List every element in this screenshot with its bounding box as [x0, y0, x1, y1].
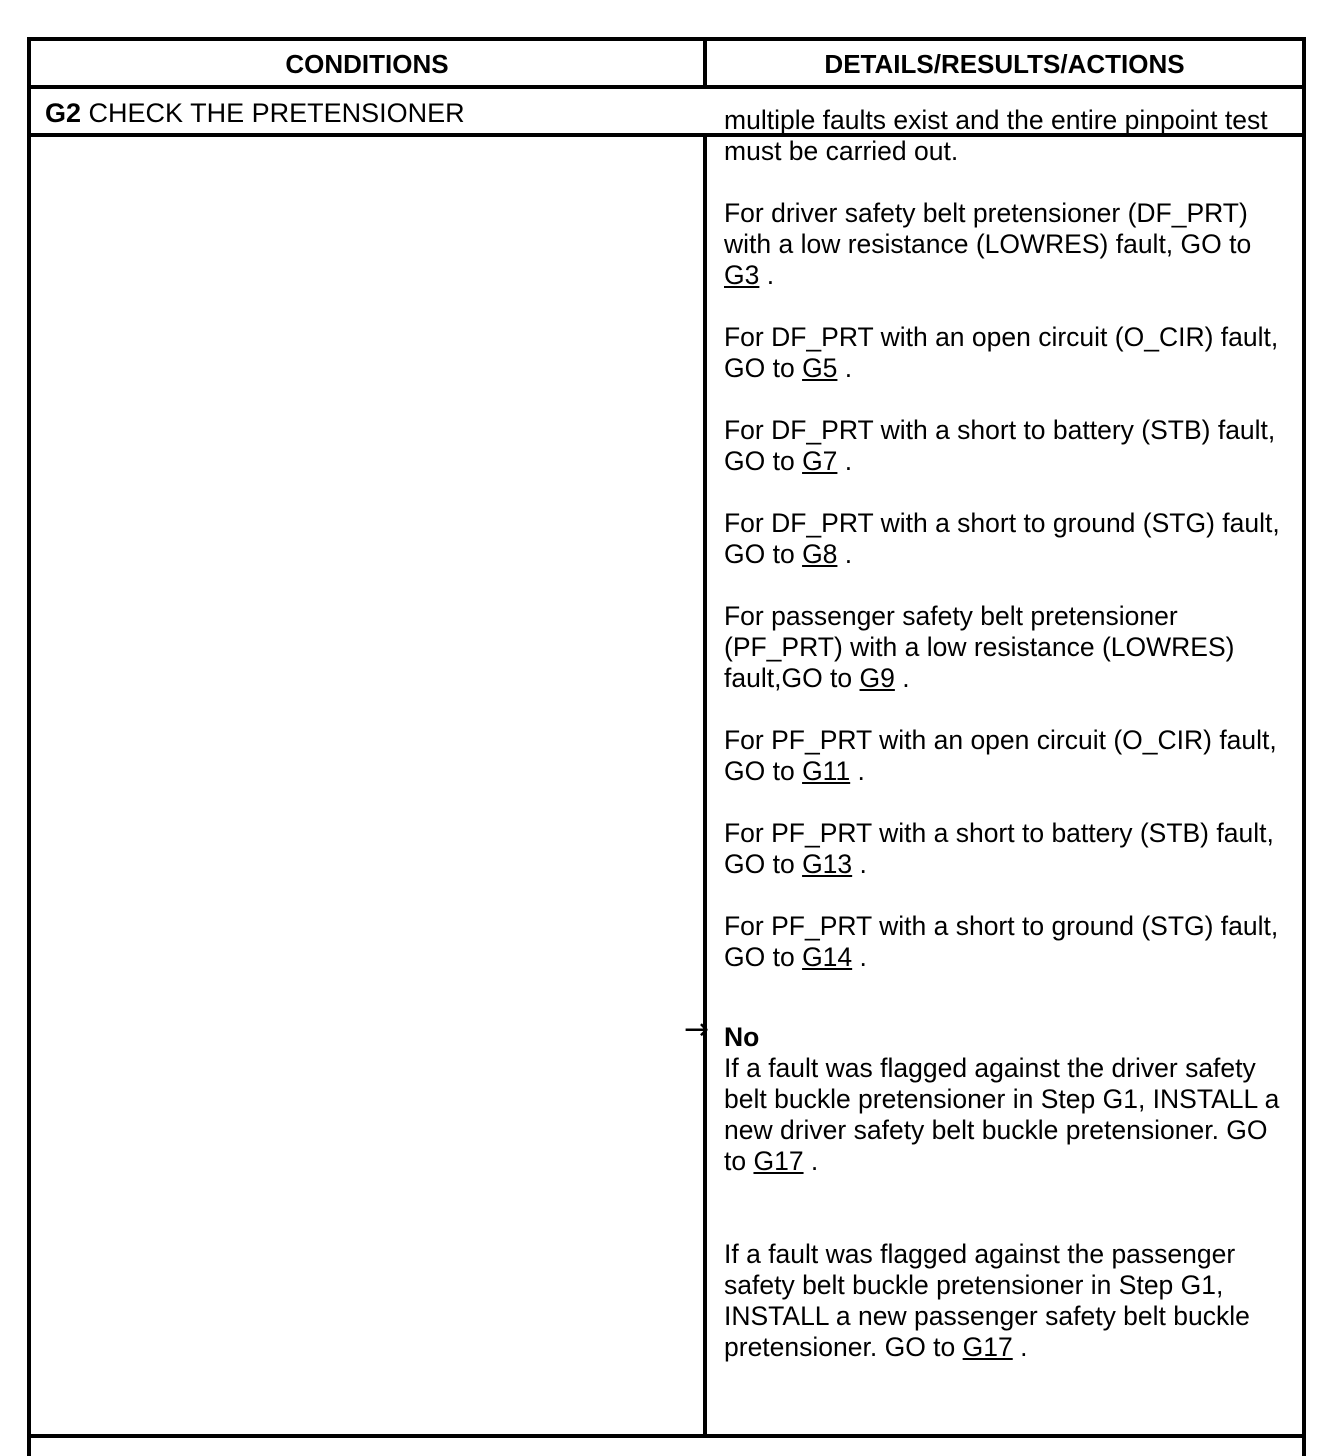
- link-g17-driver[interactable]: G17: [753, 1146, 804, 1176]
- result-item-g7: For DF_PRT with a short to battery (STB) fault, GO to G7 .: [724, 415, 1276, 476]
- link-g5[interactable]: G5: [802, 353, 838, 383]
- no-label: No: [724, 1022, 760, 1052]
- details-header: DETAILS/RESULTS/ACTIONS: [824, 49, 1185, 79]
- result-item-g11: For PF_PRT with an open circuit (O_CIR) fault, GO to G11 .: [724, 725, 1277, 786]
- right-arrow-icon: →: [684, 1012, 710, 1047]
- continuation-text: multiple faults exist and the entire pinpoint test must be carried out.: [724, 105, 1268, 166]
- conditions-header: CONDITIONS: [285, 49, 449, 79]
- link-g11[interactable]: G11: [802, 756, 851, 786]
- link-g9[interactable]: G9: [859, 663, 895, 693]
- link-g14[interactable]: G14: [802, 942, 853, 972]
- link-g17-passenger[interactable]: G17: [962, 1332, 1013, 1362]
- no-result-block: [684, 1012, 1284, 1363]
- link-g13[interactable]: G13: [802, 849, 853, 879]
- result-item-g5: For DF_PRT with an open circuit (O_CIR) fault, GO to G5 .: [724, 322, 1279, 383]
- result-item-g9: For passenger safety belt pretensioner (PF_PRT) with a low resistance (LOWRES) fault,GO to G9 .: [724, 601, 1235, 693]
- details-content: [684, 105, 1284, 1363]
- step-id: G2: [45, 98, 82, 128]
- link-g7[interactable]: G7: [802, 446, 838, 476]
- link-g8[interactable]: G8: [802, 539, 838, 569]
- header-column-divider: [703, 41, 707, 85]
- passenger-action-text: If a fault was flagged against the passenger safety belt buckle pretensioner in Step G1, INSTALL a new passenger safety belt buckle pretensioner. GO to G17 .: [724, 1239, 1250, 1362]
- result-item-g8: For DF_PRT with a short to ground (STG) fault, GO to G8 .: [724, 508, 1280, 569]
- step-title: CHECK THE PRETENSIONER: [88, 98, 465, 128]
- link-g3[interactable]: G3: [724, 260, 760, 290]
- result-item-g3: For driver safety belt pretensioner (DF_PRT) with a low resistance (LOWRES) fault, GO to G3 .: [724, 198, 1252, 290]
- result-item-g13: For PF_PRT with a short to battery (STB) fault, GO to G13 .: [724, 818, 1274, 879]
- table-header-row: [31, 41, 1302, 89]
- body-column-divider: [703, 137, 707, 1434]
- driver-action-text: If a fault was flagged against the driver safety belt buckle pretensioner in Step G1, INSTALL a new driver safety belt buckle pretensioner. GO to G17 .: [724, 1053, 1280, 1176]
- result-item-g14: For PF_PRT with a short to ground (STG) fault, GO to G14 .: [724, 911, 1279, 972]
- table-bottom-border: [31, 1434, 1302, 1438]
